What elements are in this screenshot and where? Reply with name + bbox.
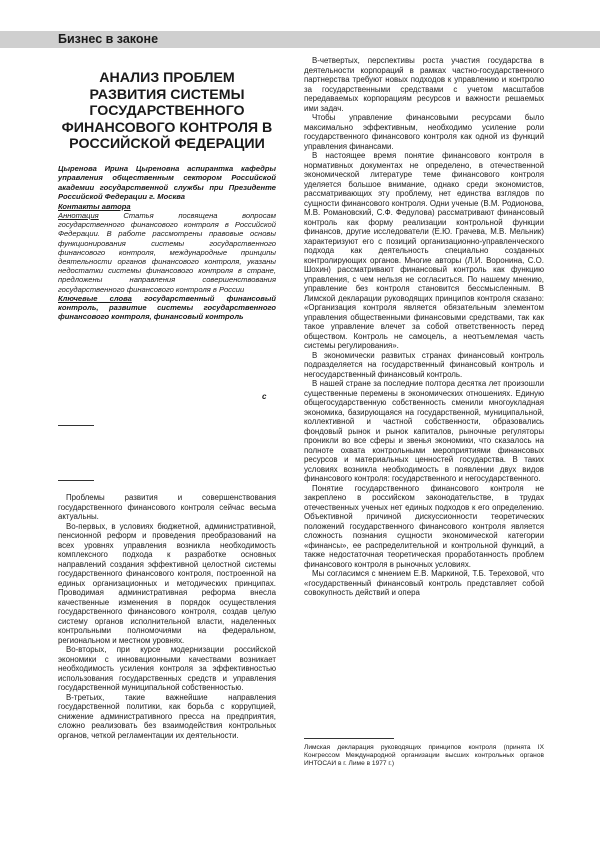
- title-line: РАЗВИТИЯ СИСТЕМЫ: [89, 86, 245, 103]
- paragraph: В-четвертых, перспективы роста участия государства в деятельности корпораций в рамках частно-государственного партнерства требуют новых подходов к управлению и контролю за государственными средствами с учетом масштабов передаваемых корпорациям ресурсов и важности решаемых ими задач.: [304, 56, 544, 113]
- footnote: [304, 744, 544, 769]
- paragraph: Чтобы управление финансовыми ресурсами было максимально эффективным, необходимо усиление роли государственного финансового контроля как одной из функций управления финансами.: [304, 113, 544, 151]
- article-title: [58, 70, 276, 153]
- contacts-label: Контакты автора: [58, 201, 131, 211]
- keywords: [58, 294, 276, 322]
- title-line: РОССИЙСКОЙ ФЕДЕРАЦИИ: [69, 136, 265, 152]
- paragraph: Во-вторых, при курсе модернизации российской экономики с инновационными качествами возникает необходимость усиления контроля за эффективностью использования государственных средств и управления государственной муниципальной собственностью.: [58, 645, 276, 692]
- paragraph: Мы согласимся с мнением Е.В. Маркиной, Т.Б. Тереховой, что «государственный финансовый контроль представляет собой совокупность действий и опера: [304, 569, 544, 597]
- title-line: ГОСУДАРСТВЕННОГО: [89, 103, 245, 119]
- author-info: Цыренова Ирина Цыреновна аспирантка кафедры управления общественным сектором Российской академии государственной службы при Президенте Российской Федерации г. Москва: [58, 163, 276, 201]
- footnote-rule: [304, 738, 394, 739]
- paragraph: Понятие государственного финансового контроля не закреплено в российском законодательстве, в трудах отечественных ученых нет единых подходов к его определению. Объективной причиной дискуссионности теоретических положений государственного финансового контроля является сложность познания сущности экономической категории «финансы», ее распределительной и контрольной функций, а также недостаточная теоретическая проработанность проблем финансового контроля в рыночных условиях.: [304, 483, 544, 569]
- section-header: [0, 31, 600, 48]
- annotation-label: Аннотация: [58, 211, 99, 220]
- right-column: [304, 56, 544, 598]
- separator-rule: [58, 425, 94, 426]
- paragraph: В экономически развитых странах финансовый контроль подразделяется на государственный финансовый контроль и негосударственный финансовый контроль.: [304, 350, 544, 379]
- paragraph: Проблемы развития и совершенствования государственного финансового контроля сейчас весьма актуальны.: [58, 493, 276, 521]
- keywords-text: государственный финансовый контроль, развитие системы государственного финансового контроля, финансовый контроль: [58, 293, 276, 322]
- stray-mark: с: [262, 392, 267, 401]
- keywords-label: Ключевые слова: [58, 293, 132, 303]
- paragraph: В нашей стране за последние полтора десятка лет произошли существенные перемены в экономических отношениях. Единую общегосударственную собственность сменили многоукладная экономика, базирующаяся на государственной, муниципальной, коллективной и частной собственности, образовались фондовый рынок и рынок капиталов, рыночные регуляторы проникли во все сферы и звенья экономики, что сказалось на полноте охвата контрольными мероприятиями финансовых ресурсов и материальных ценностей государства. В таких условиях возникла необходимость в появлении двух видов финансового контроля: государственного и негосударственного.: [304, 379, 544, 483]
- paragraph: В-третьих, такие важнейшие направления государственной политики, как борьба с коррупцией, снижение административного пресса на предприятия, сложно реализовать без взаимодействия контрольных органов, четкой регламентации их деятельности.: [58, 692, 276, 740]
- annotation-text: Статья посвящена вопросам государственного финансового контроля в Российской Федерации. В работе рассмотрены правовые основы функционирования системы государственного финансового контроля, международные принципы деятельности органов финансового контроля, указаны недостатки системы финансового контроля в стране, предложены направления совершенствования государственного финансового контроля в России: [58, 211, 276, 294]
- section-title: Бизнес в законе: [58, 32, 159, 46]
- separator-rule: [58, 480, 94, 481]
- left-body: [58, 493, 276, 740]
- annotation: [58, 211, 276, 294]
- left-column: [58, 56, 276, 321]
- title-line: АНАЛИЗ ПРОБЛЕМ: [99, 70, 235, 86]
- paragraph: Во-первых, в условиях бюджетной, административной, пенсионной реформ и проведения преобразований на всех уровнях управления возникла необходимость комплексного подхода к разработке основных направлений создания эффективной целостной системы государственного финансового контроля, построенной на единых организационных и методических принципах. Проводимая административная реформа внесла качественные изменения в порядок осуществления государственного финансового контроля, создав целую систему органов исполнительной власти, наделенных контрольными полномочиями на федеральном, региональном и местном уровнях.: [58, 521, 276, 645]
- title-line: ФИНАНСОВОГО КОНТРОЛЯ В: [61, 119, 273, 136]
- paragraph: В настоящее время понятие финансового контроля в нормативных документах не определено, в отечественной экономической литературе теме финансового контроля уделяется большое внимание, однако среди экономистов, рассматривающих эту проблему, нет единства взглядов по сущности финансового контроля. Одни ученые (В.М. Родионова, М.В. Романовский, С.Ф. Федулова) рассматривают финансовый контроль как форму реализации контрольной функции финансов, другие исследователи (Е.Ю. Грачева, М.В. Мельник) характеризуют его с позиций организационно-управленческого подхода как деятельность специально созданных контролирующих органов. Многие авторы (Л.И. Воронина, С.О. Шохин) рассматривают финансовый контроль как функцию управления, с чем нельзя не согласиться. По нашему мнению, управление без контроля становится бессмысленным. В Лимской декларации руководящих принципов контроля сказано: «Организация контроля является обязательным элементом управления общественными финансовыми средствами, так как такое управление влечет за собой ответственность перед обществом. Контроль не самоцель, а неотъемлемая часть системы регулирования».: [304, 151, 544, 350]
- footnote-text: Лимская декларация руководящих принципов контроля (принята IX Конгрессом Международной организации высших контрольных органов ИНТОСАИ в г. Лиме в 1977 г.): [304, 744, 544, 768]
